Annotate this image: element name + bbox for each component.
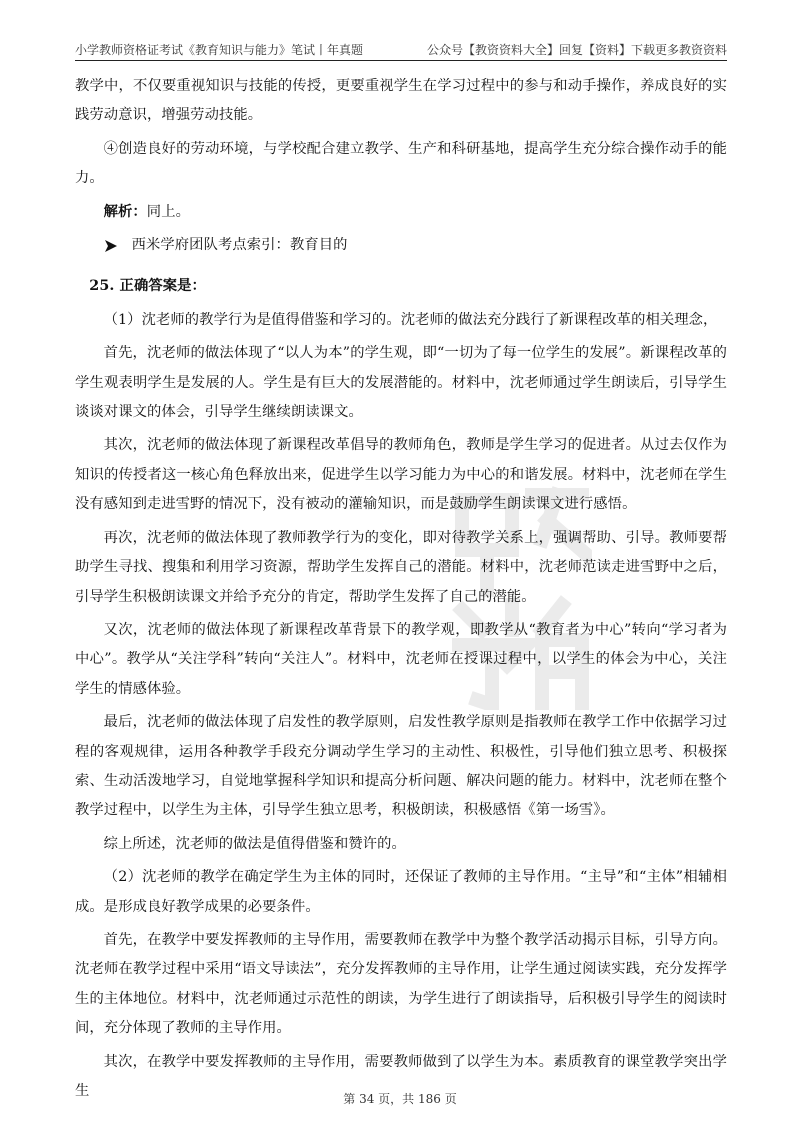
document-body	[75, 72, 727, 1110]
header-title: 小学教师资格证考试《教育知识与能力》笔试丨年真题	[75, 43, 364, 57]
page-footer: 第 34 页，共 186 页	[343, 1092, 457, 1106]
analysis-label: 解析：	[103, 203, 147, 220]
analysis-text: 同上。	[146, 203, 190, 220]
paragraph: ④创造良好的劳动环境，与学校配合建立教学、生产和科研基地，提高学生充分综合操作动手的能力。	[75, 140, 727, 187]
page-header	[75, 38, 727, 61]
analysis-line	[75, 198, 727, 227]
paragraph: 最后，沈老师的做法体现了启发性的教学原则，启发性教学原则是指教师在教学工作中依据学习过程的客观规律，运用各种教学手段充分调动学生学习的主动性、积极性，引导他们独立思考、积极探索、生动活泼地学习，自觉地掌握科学知识和提高分析问题、解决问题的能力。材料中，沈老师在整个教学过程中，以学生为主体，引导学生独立思考，积极朗读，积极感悟《第一场雪》。	[75, 714, 727, 819]
header-promo: 公众号【教资资料大全】回复【资料】下载更多教资资料	[426, 43, 727, 57]
arrow-bullet-icon	[104, 239, 118, 253]
paragraph: 其次，在教学中要发挥教师的主导作用，需要教师做到了以学生为本。素质教育的课堂教学突出学生	[75, 1053, 727, 1099]
paragraph: 其次，沈老师的做法体现了新课程改革倡导的教师角色，教师是学生学习的促进者。从过去仅作为知识的传授者这一核心角色释放出来，促进学生以学习能力为中心的和谐发展。材料中，沈老师在学生没有感知到走进雪野的情况下，没有被动的灌输知识，而是鼓励学生朗读课文进行感悟。	[75, 437, 727, 513]
paragraph: 教学中，不仅要重视知识与技能的传授，更要重视学生在学习过程中的参与和动手操作，养成良好的实践劳动意识，增强劳动技能。	[75, 78, 727, 124]
paragraph: （1）沈老师的教学行为是值得借鉴和学习的。沈老师的做法充分践行了新课程改革的相关理念，	[103, 311, 718, 328]
paragraph: （2）沈老师的教学在确定学生为主体的同时，还保证了教师的主导作用。“主导”和“主体”相辅相成。是形成良好教学成果的必要条件。	[75, 869, 727, 915]
paragraph: 又次，沈老师的做法体现了新课程改革背景下的教学观，即教学从“教育者为中心”转向“学习者为中心”。教学从“关注学科”转向“关注人”。材料中，沈老师在授课过程中，以学生的体会为中心，关注学生的情感体验。	[75, 621, 727, 697]
paragraph: 再次，沈老师的做法体现了教师教学行为的变化，即对待教学关系上，强调帮助、引导。教师要帮助学生寻找、搜集和利用学习资源，帮助学生发挥自己的潜能。材料中，沈老师范读走进雪野中之后，引导学生积极朗读课文并给予充分的肯定，帮助学生发挥了自己的潜能。	[75, 529, 727, 605]
bullet-line	[75, 231, 727, 260]
paragraph: 首先，在教学中要发挥教师的主导作用，需要教师在教学中为整个教学活动揭示目标，引导方向。沈老师在教学过程中采用“语文导读法”，充分发挥教师的主导作用，让学生通过阅读实践，充分发挥学生的主体地位。材料中，沈老师通过示范性的朗读，为学生进行了朗读指导，后积极引导学生的阅读时间，充分体现了教师的主导作用。	[75, 931, 727, 1037]
paragraph: 首先，沈老师的做法体现了“以人为本”的学生观，即“一切为了每一位学生的发展”。新课程改革的学生观表明学生是发展的人。学生是有巨大的发展潜能的。材料中，沈老师通过学生朗读后，引导学生谈谈对课文的体会，引导学生继续朗读课文。	[75, 345, 727, 421]
question-heading: 25. 正确答案是：	[89, 278, 206, 295]
paragraph: 综上所述，沈老师的做法是值得借鉴和赞许的。	[103, 835, 406, 852]
bullet-text: 西米学府团队考点索引：教育目的	[131, 237, 348, 254]
